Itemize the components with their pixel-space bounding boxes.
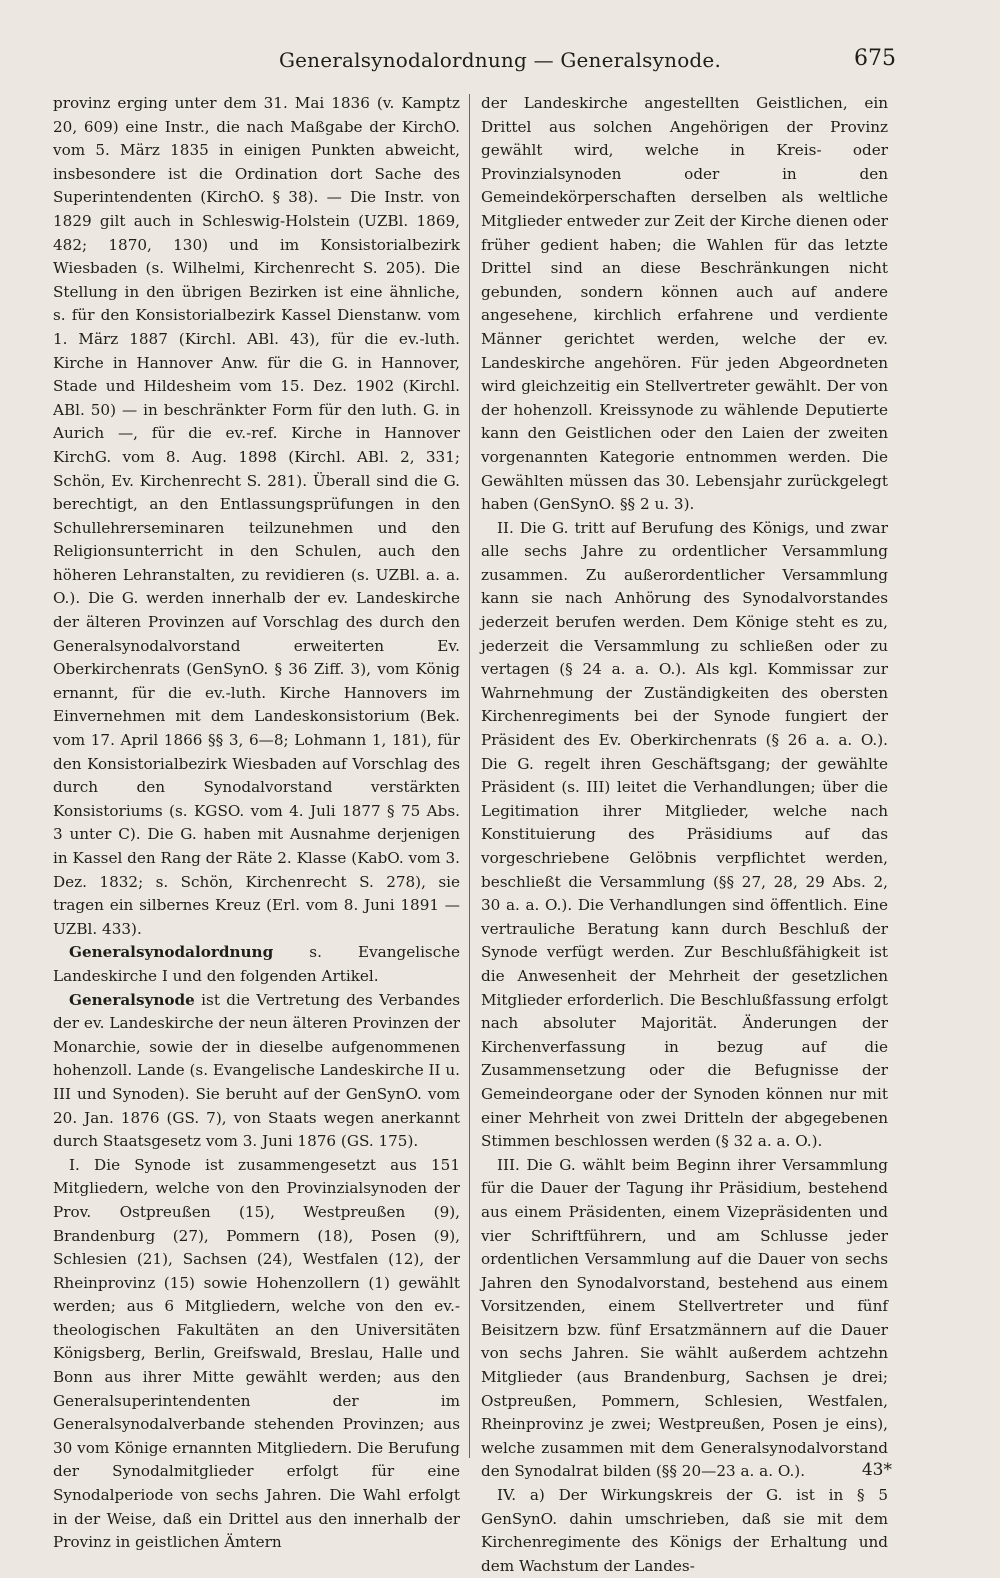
- page-number: 675: [854, 46, 896, 71]
- lemma-generalsynode: Generalsynode: [69, 990, 195, 1009]
- entry-generalsynodalordnung: [53, 941, 460, 988]
- paragraph-section-ii: II. Die G. tritt auf Berufung des Königs, und zwar alle sechs Jahre zu ordentlicher Versammlung zusammen. Zu außerordentlicher Versammlung kann sie nach Anhörung des Synodalvorstandes jederzeit berufen werden. Dem Könige steht es zu, jederzeit die Versammlung zu schließen oder zu vertagen (§ 24 a. a. O.). Als kgl. Kommissar zur Wahrnehmung der Zuständigkeiten des obersten Kirchenregiments bei der Synode fungiert der Präsident des Ev. Oberkirchenrats (§ 26 a. a. O.). Die G. regelt ihren Geschäftsgang; der gewählte Präsident (s. III) leitet die Verhandlungen; über die Legitimation ihrer Mitglieder, welche nach Konstituierung des Präsidiums auf das vorgeschriebene Gelöbnis verpflichtet werden, beschließt die Versammlung (§§ 27, 28, 29 Abs. 2, 30 a. a. O.). Die Verhandlungen sind öffentlich. Eine vertrauliche Beratung kann durch Beschluß der Synode verfügt werden. Zur Beschlußfähigkeit ist die Anwesenheit der Mehrheit der gesetzlichen Mitglieder erforderlich. Die Beschlußfassung erfolgt nach absoluter Majorität. Änderungen der Kirchenverfassung in bezug auf die Zusammensetzung oder die Befugnisse der Gemeindeorgane oder der Synoden können nur mit einer Mehrheit von zwei Dritteln der abgegebenen Stimmen beschlossen werden (§ 32 a. a. O.).: [481, 518, 888, 1151]
- paragraph-section-iii: III. Die G. wählt beim Beginn ihrer Versammlung für die Dauer der Tagung ihr Präsidium, bestehend aus einem Präsidenten, einem Vizepräsidenten und vier Schriftführern, und am Schlusse jeder ordentlichen Versammlung auf die Dauer von sechs Jahren den Synodalvorstand, bestehend aus einem Vorsitzenden, einem Stellvertreter und fünf Beisitzern bzw. fünf Ersatzmännern auf die Dauer von sechs Jahren. Sie wählt außerdem achtzehn Mitglieder (aus Brandenburg, Sachsen je drei; Ostpreußen, Pommern, Schlesien, Westfalen, Rheinprovinz je zwei; Westpreußen, Posen je eins), welche zusammen mit dem Generalsynodalvorstand den Synodalrat bilden (§§ 20—23 a. a. O.).: [481, 1155, 888, 1481]
- signature-mark: 43*: [861, 1460, 892, 1480]
- lemma-generalsynodalordnung: Generalsynodalordnung: [69, 943, 274, 962]
- page-header: [0, 40, 1000, 80]
- entry-text: s. Evangelische Landeskirche I und den folgenden Artikel.: [53, 943, 460, 985]
- right-column: [481, 92, 888, 1578]
- paragraph-section-iv: IV. a) Der Wirkungskreis der G. ist in § 5 GenSynO. dahin umschrieben, daß sie mit dem Kirchenregimente des Königs der Erhaltung und dem Wachstum der Landes-: [481, 1486, 888, 1575]
- entry-generalsynode: [53, 989, 460, 1154]
- left-column: [53, 92, 460, 1555]
- paragraph-continuation: der Landeskirche angestellten Geistlichen, ein Drittel aus solchen Angehörigen der Provinz gewählt wird, welche in Kreis- oder Provinzialsynoden oder in den Gemeindekörperschaften derselben als weltliche Mitglieder entweder zur Zeit der Kirche dienen oder früher gedient haben; die Wahlen für das letzte Drittel sind an diese Beschränkungen nicht gebunden, sondern können auch auf andere angesehene, kirchlich erfahrene und verdiente Männer gerichtet werden, welche der ev. Landeskirche angehören. Für jeden Abgeordneten wird gleichzeitig ein Stellvertreter gewählt. Der von der hohenzoll. Kreissynode zu wählende Deputierte kann den Geistlichen oder den Laien der zweiten vorgenannten Kategorie entnommen werden. Die Gewählten müssen das 30. Lebensjahr zurückgelegt haben (GenSynO. §§ 2 u. 3).: [481, 94, 889, 514]
- running-head: Generalsynodalordnung — Generalsynode.: [278, 48, 722, 72]
- column-divider: [469, 94, 470, 1458]
- paragraph-continuation: provinz erging unter dem 31. Mai 1836 (v. Kamptz 20, 609) eine Instr., die nach Maßgabe der KirchO. vom 5. März 1835 in einigen Punkten abweicht, insbesondere ist die Ordination dort Sache des Superintendenten (KirchO. § 38). — Die Instr. von 1829 gilt auch in Schleswig-Holstein (UZBl. 1869, 482; 1870, 130) und im Konsistorialbezirk Wiesbaden (s. Wilhelmi, Kirchenrecht S. 205). Die Stellung in den übrigen Bezirken ist eine ähnliche, s. für den Konsistorialbezirk Kassel Dienstanw. vom 1. März 1887 (Kirchl. ABl. 43), für die ev.-luth. Kirche in Hannover Anw. für die G. in Hannover, Stade und Hildesheim vom 15. Dez. 1902 (Kirchl. ABl. 50) — in beschränkter Form für den luth. G. in Aurich —, für die ev.-ref. Kirche in Hannover KirchG. vom 8. Aug. 1898 (Kirchl. ABl. 2, 331; Schön, Ev. Kirchenrecht S. 281). Überall sind die G. berechtigt, an den Entlassungsprüfungen in den Schullehrerseminaren teilzunehmen und den Religionsunterricht in den Schulen, auch den höheren Lehranstalten, zu revidieren (s. UZBl. a. a. O.). Die G. werden innerhalb der ev. Landeskirche der älteren Provinzen auf Vorschlag des durch den Generalsynodalvorstand erweiterten Ev. Oberkirchenrats (GenSynO. § 36 Ziff. 3), vom König ernannt, für die ev.-luth. Kirche Hannovers im Einvernehmen mit dem Landeskonsistorium (Bek. vom 17. April 1866 §§ 3, 6—8; Lohmann 1, 181), für den Konsistorialbezirk Wiesbaden auf Vorschlag des durch den Synodalvorstand verstärkten Konsistoriums (s. KGSO. vom 4. Juli 1877 § 75 Abs. 3 unter C). Die G. haben mit Ausnahme derjenigen in Kassel den Rang der Räte 2. Klasse (KabO. vom 3. Dez. 1832; s. Schön, Kirchenrecht S. 278), sie tragen ein silbernes Kreuz (Erl. vom 8. Juni 1891 — UZBl. 433).: [53, 94, 460, 938]
- entry-text: ist die Vertretung des Verbandes der ev. Landeskirche der neun älteren Provinzen der Monarchie, sowie der in dieselbe aufgenommenen hohenzoll. Lande (s. Evangelische Landeskirche II u. III und Synoden). Sie beruht auf der GenSynO. vom 20. Jan. 1876 (GS. 7), von Staats wegen anerkannt durch Staatsgesetz vom 3. Juni 1876 (GS. 175).: [53, 990, 460, 1151]
- paragraph-section-i: I. Die Synode ist zusammengesetzt aus 151 Mitgliedern, welche von den Provinzialsynoden der Prov. Ostpreußen (15), Westpreußen (9), Brandenburg (27), Pommern (18), Posen (9), Schlesien (21), Sachsen (24), Westfalen (12), der Rheinprovinz (15) sowie Hohenzollern (1) gewählt werden; aus 6 Mitgliedern, welche von den ev.-theologischen Fakultäten an den Universitäten Königsberg, Berlin, Greifswald, Breslau, Halle und Bonn aus ihrer Mitte gewählt werden; aus den Generalsuperintendenten der im Generalsynodalverbande stehenden Provinzen; aus 30 vom Könige ernannten Mitgliedern. Die Berufung der Synodalmitglieder erfolgt für eine Synodalperiode von sechs Jahren. Die Wahl erfolgt in der Weise, daß ein Drittel aus den innerhalb der Provinz in geistlichen Ämtern: [53, 1155, 460, 1552]
